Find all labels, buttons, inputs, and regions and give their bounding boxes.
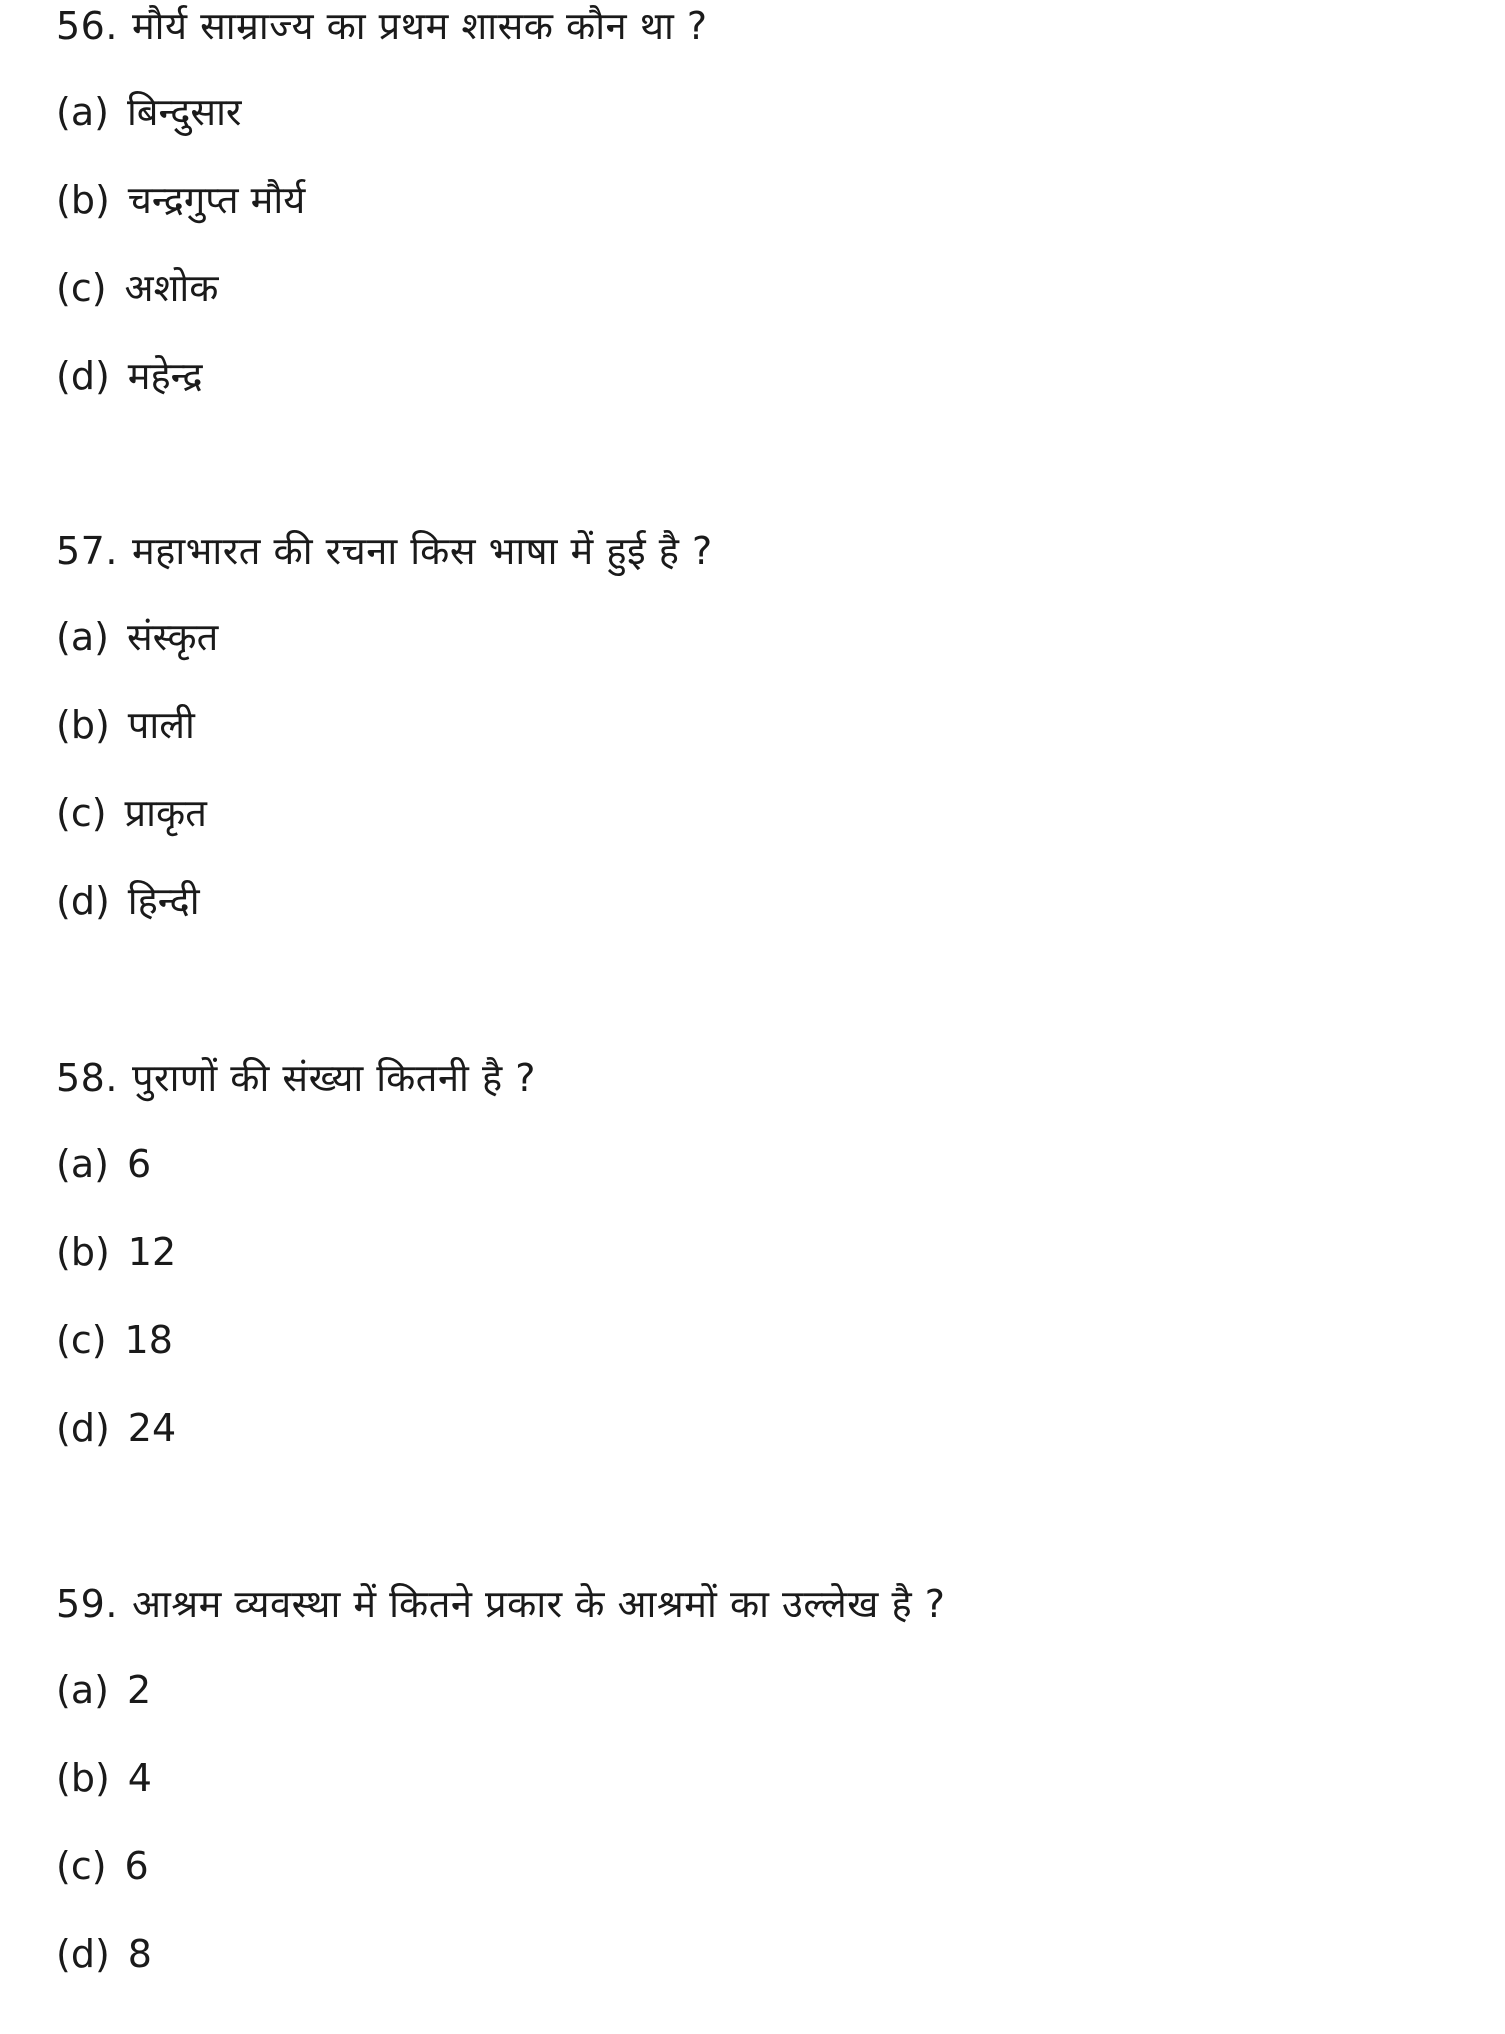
option-text: प्राकृत (124, 791, 207, 835)
question-text: मौर्य साम्राज्य का प्रथम शासक कौन था ? (131, 4, 708, 48)
option-a (56, 88, 1456, 136)
option-label: (a) (56, 1142, 109, 1186)
option-text: महेन्द्र (127, 354, 203, 398)
question-number: 57. (56, 529, 118, 573)
question-text-line (56, 2, 1456, 50)
option-d (56, 877, 1456, 925)
option-label: (d) (56, 1406, 110, 1450)
option-text: 6 (124, 1844, 149, 1888)
option-b (56, 701, 1456, 749)
option-d (56, 1930, 1456, 1978)
option-label: (b) (56, 1756, 110, 1800)
option-label: (a) (56, 615, 109, 659)
option-label: (d) (56, 1932, 110, 1976)
question-number: 58. (56, 1056, 118, 1100)
question-57 (56, 525, 1456, 925)
question-text-line (56, 527, 1456, 575)
question-59 (56, 1578, 1456, 1978)
option-label: (b) (56, 1230, 110, 1274)
option-label: (b) (56, 703, 110, 747)
option-text: 2 (126, 1668, 152, 1712)
option-c (56, 1842, 1456, 1890)
option-b (56, 1228, 1456, 1276)
question-58 (56, 1052, 1456, 1452)
option-label: (d) (56, 879, 110, 923)
option-text: 18 (124, 1318, 173, 1362)
option-d (56, 352, 1456, 400)
option-label: (c) (56, 1318, 107, 1362)
question-text: महाभारत की रचना किस भाषा में हुई है ? (131, 529, 713, 573)
question-text-line (56, 1580, 1456, 1628)
option-label: (c) (56, 1844, 107, 1888)
question-number: 59. (56, 1582, 118, 1626)
option-text: 8 (127, 1932, 152, 1976)
option-label: (c) (56, 266, 107, 310)
option-text: हिन्दी (127, 879, 200, 923)
option-text: 12 (127, 1230, 177, 1274)
question-text: पुराणों की संख्या कितनी है ? (131, 1056, 536, 1100)
option-a (56, 1140, 1456, 1188)
question-text: आश्रम व्यवस्था में कितने प्रकार के आश्रमों का उल्लेख है ? (131, 1582, 946, 1626)
question-56 (56, 0, 1456, 400)
option-a (56, 613, 1456, 661)
option-text: संस्कृत (126, 615, 219, 659)
option-text: अशोक (124, 266, 219, 310)
option-c (56, 264, 1456, 312)
option-label: (d) (56, 354, 110, 398)
option-text: 24 (127, 1406, 177, 1450)
option-label: (a) (56, 90, 109, 134)
option-label: (b) (56, 178, 110, 222)
option-label: (a) (56, 1668, 109, 1712)
option-text: 4 (127, 1756, 152, 1800)
option-text: बिन्दुसार (126, 90, 242, 134)
option-a (56, 1666, 1456, 1714)
option-label: (c) (56, 791, 107, 835)
option-text: चन्द्रगुप्त मौर्य (127, 178, 306, 222)
option-d (56, 1404, 1456, 1452)
question-number: 56. (56, 4, 118, 48)
option-b (56, 176, 1456, 224)
option-b (56, 1754, 1456, 1802)
option-text: पाली (127, 703, 195, 747)
question-text-line (56, 1054, 1456, 1102)
option-c (56, 789, 1456, 837)
option-c (56, 1316, 1456, 1364)
option-text: 6 (126, 1142, 152, 1186)
